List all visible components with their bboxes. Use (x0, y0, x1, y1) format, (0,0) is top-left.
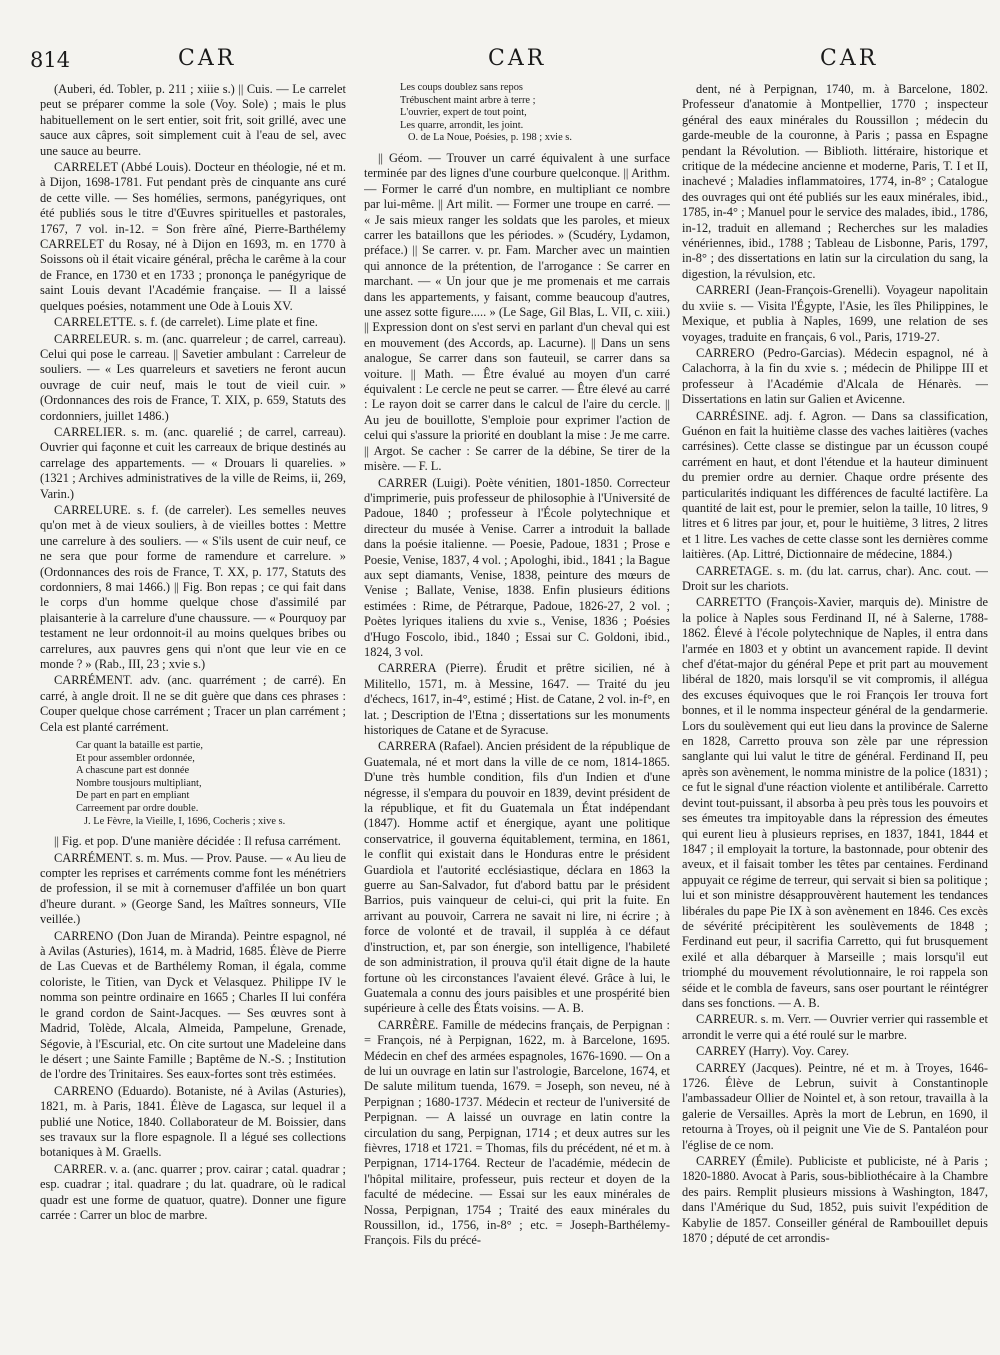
running-header (0, 46, 1000, 82)
column-center (364, 82, 670, 1344)
entry-carrement-noun: CARRÉMENT. s. m. Mus. — Prov. Pause. — « Au lieu de compter les reprises et carréments comme font les ménétriers de profession, il se mit à cornemuser d'affilée un bon quart d'heure durant. » (George Sand, les Maîtres sonneurs, VIIe veillée.) (40, 850, 346, 927)
verse-source: O. de La Noue, Poésies, p. 198 ; xvie s. (408, 132, 572, 144)
entry-carrere: CARRÈRE. Famille de médecins français, de Perpignan : = François, né à Perpignan, 1622, m. à Barcelone, 1695. Médecin en chef des armées espagnoles, 1676-1690. — On a de lui un ouvrage en latin sur l'astrologie, Barcelone, 1674, et De salute militum tuenda, 1679. = Joseph, son neveu, né à Perpignan ; 1680-1737. Médecin et recteur de l'université de Perpignan. — A laissé un ouvrage en latin contre la circulation du sang, Perpignan, 1714 ; et deux autres sur les fièvres, 1718 et 1721. = Thomas, fils du précédent, né et m. à Perpignan, 1714-1764. Recteur de l'académie, médecin de l'hôpital militaire, professeur, puis recteur et doyen de la faculté de médecine. — Essai sur les eaux minérales de Nossa, Perpignan, 1754 ; Traité des eaux minérales du Roussillon, id., 1756, in-8° ; etc. = Joseph-Barthélemy-François. Fils du précé- (364, 1017, 670, 1248)
entry-carretage: CARRETAGE. s. m. (du lat. carrus, char). Anc. cout. — Droit sur les chariots. (682, 563, 988, 593)
entry-carrement-adv: CARRÉMENT. adv. (anc. quarrément ; de carré). En carré, à angle droit. Il ne se dit guère que dans ces phrases : Couper quelque chose carrément ; Tracer un plan carrément ; Cela est planté carrément. (40, 673, 346, 734)
entry-carrer-verb: CARRER. v. a. (anc. quarrer ; prov. cairar ; catal. quadrar ; esp. cuadrar ; ital. quadrare ; du lat. quadrare, où le radical quadr est une forme de quatuor, quatre). Donner une figure carrée : Carrer un bloc de marbre. (40, 1161, 346, 1222)
verse-source: J. Le Fèvre, la Vieille, I, 1696, Cocheris ; xive s. (84, 815, 286, 827)
verse-line: Les quarre, arrondit, les joint. (400, 119, 524, 131)
entry-carrer-luigi: CARRER (Luigi). Poète vénitien, 1801-1850. Correcteur d'imprimerie, puis professeur de philosophie à l'Université de Padoue, 1840 ; professeur à l'École polytechnique et directeur du musée à Venise. Carrer a introduit la ballade dans la poésie italienne. — Poesie, Padoue, 1831 ; Prose e Poesie, Venise, 1837, 4 vol. ; Apologhi, ibid., 1841 ; la Bague aux sept diamants, Venise, 1838, peinture des mœurs de Venise ; Ballate, Venise, 1838. Enfin plusieurs éditions estimées : Rime, de Pétrarque, Padoue, 1826-27, 2 vol. ; Poètes lyriques italiens du xvie s., Venise, 1836 ; Poésies d'Hugo Foscolo, ibid., 1840 ; Essai sur C. Goldoni, ibid., 1824, 3 vol. (364, 475, 670, 659)
entry-carretto: CARRETTO (François-Xavier, marquis de). Ministre de la police à Naples sous Ferdinand II, né à Salerne, 1788-1862. Élevé à l'école polytechnique de Naples, il entra dans l'armée en 1803 et y obtint un avancement rapide. Il devint chef d'état-major du général Pepe et prit part au mouvement libéral de 1820, mais lorsqu'il se vit compromis, il allégua des excuses équivoques que le roi François Ier trouva fort bonnes, et il le nomma inspecteur général de la gendarmerie. Lors du soulèvement qui eut lieu dans la province de Salerne en 1828, Carretto prouva son zèle par une répression sanglante qui lui valut le titre de général. Ferdinand II, peu après son avènement, le nomma ministre de la police (1831) ; ce fut le signal d'une réaction violente et antilibérale. Carretto devint tout-puissant, il absorba à peu près tous les pouvoirs et ses émeutes tra impitoyable dans la répression des émeutes qui eurent lieu à plusieurs reprises, en 1837, 1841, 1844 et 1847 ; il employait la torture, la bastonnade, pour obtenir des aveux, et il faisait tomber les têtes par centaines. Ferdinand appuyait ce régime de terreur, qui servait si bien sa politique ; lui et son ministre désapprouvèrent hautement les tendances libérales du pape Pie IX à son avènement en 1846. Ces excès de sévérité précipitèrent les soulèvements de 1848 ; Ferdinand eut peur, il sacrifia Carretto, qui fut brusquement exilé et alla débarquer à Marseille ; mais lorsqu'il eut triomphé du mouvement révolutionnaire, le roi rappela son séide et le combla de faveurs, sans oser pourtant le réintégrer dans ses fonctions. — A. B. (682, 595, 988, 1010)
entry-carreur: CARREUR. s. m. Verr. — Ouvrier verrier qui rassemble et arrondit le verre qui a été roulé sur le marbre. (682, 1012, 988, 1042)
verse-line: L'ouvrier, expert de tout point, (400, 107, 527, 119)
entry-paragraph: || Fig. et pop. D'une manière décidée : Il refusa carrément. (54, 834, 341, 849)
entry-carrey-jacques: CARREY (Jacques). Peintre, né et m. à Troyes, 1646-1726. Élève de Lebrun, suivit à Constantinople l'ambassadeur Ollier de Nointel et, à son retour, travailla à la galerie de Versailles. Après la mort de Lebrun, en 1690, il retourna à Troyes, où il peignit une Vie de S. Pantaléon pour l'église de ce nom. (682, 1060, 988, 1152)
entry-carresine: CARRÉSINE. adj. f. Agron. — Dans sa classification, Guénon en fait la huitième classe des vaches laitières (vaches carrésines). Cette classe se distingue par un écusson coupé carrément en haut, et dont l'étendue et la hauteur diminuent du premier ordre au dernier. Chaque ordre présente des particularités indiquant les différences de faculté lactifère. La quantité de lait est, pour le premier, selon la taille, 10 litres, 9 litres et 6 litres par jour, et, pour le huitième, 3 litres, 2 litres et 1 litre. Les vaches de cette classe sont les dernières comme laitières. (Ap. Littré, Dictionnaire de médecine, 1884.) (682, 408, 988, 562)
entry-carrera-rafael: CARRERA (Rafael). Ancien président de la république de Guatemala, né et mort dans la ville de ce nom, 1814-1865. D'une très humble condition, fils d'un Indien et d'une négresse, il s'empara du pouvoir en 1839, devint président de la république, et fit du Guatemala un État indépendant (1847). Homme actif et énergique, ayant une politique conservatrice, il gouverna équitablement, termina, en 1861, le conflit qui existait dans le Honduras entre le président Guardiola et l'autorité ecclésiastique, déclara en 1863 la guerre au San-Salvador, fut d'abord battu par le président Barrios, puis vainqueur de celui-ci, qui prit la fuite. En arrivant au pouvoir, Carrera ne savait ni lire, ni écrire ; à force de volonté et de travail, il suppléa à ce défaut d'instruction, et, par son énergie, son intelligence, l'habileté de son administration, il prouva qu'il était digne de la haute fortune où les circonstances l'avaient élevé. Grâce à lui, le Guatemala a connu des jours paisibles et une prospérité bien supérieure à celle des États voisins. — A. B. (364, 739, 670, 1016)
entry-carreri: CARRERI (Jean-François-Grenelli). Voyageur napolitain du xviie s. — Visita l'Égypte, l'Asie, les îles Philippines, le Mexique, et publia à Naples, 1699, une relation de ses voyages, traduite en français, 6 vol., Paris, 1719-27. (682, 283, 988, 344)
entry-carrelure: CARRELURE. s. f. (de carreler). Les semelles neuves qu'on met à de vieux souliers, à de vieilles bottes : Mettre une carrelure à des souliers. — « S'ils usent de cuir neuf, ce ne sera que pour forme de ramendure et carrelure. » (Ordonnances des rois de France, T. XX, p. 177, Statuts des cordonniers, 8 mai 1466.) || Fig. Bon repas ; ce qui fait dans le corps d'un homme quelque chose d'assimilé par plaisanterie à la carrelure d'une chaussure. — « Pourquoy par testament ne leur ordonnoit-il au moins quelques bribes ou carrelures, aux pauvres gens qui n'ont que leur vie en ce monde ? » (Rab., III, 23 ; xvie s.) (40, 502, 346, 672)
verse-line: Trébuschent maint arbre à terre ; (400, 94, 536, 106)
entry-carrero: CARRERO (Pedro-Garcias). Médecin espagnol, né à Calachorra, à la fin du xvie s. ; médecin de Philippe III et professeur à l'Académie d'Alcala de Hénarès. — Dissertations en latin sur Galien et Avicenne. (682, 345, 988, 407)
verse-line: Carreement par ordre double. (76, 803, 199, 815)
entry-paragraph: || Géom. — Trouver un carré équivalent à une surface terminée par des lignes d'une courbure quelconque. || Arithm. — Former le carré d'un nombre, en multipliant ce nombre par lui-même. || Art milit. — Former une troupe en carré. — « Je sais mieux ranger les soldats que les paroles, et mieux carrer les bataillons que les périodes. » (Scudéry, Lydamon, préface.) || Se carrer. v. pr. Fam. Marcher avec un maintien qui annonce de la prétention, de l'arrogance : Se carrer en marchant. — « Un jour que je me promenais et me carrais dans les appartements, y faisant, comme beaucoup d'autres, une assez sotte figure..... » (Le Sage, Gil Blas, L. VII, c. xiii.) || Expression dont on s'est servi en parlant d'un cheval qui est en mouvement (des Accords, ap. Lacurne). || Dans un sens analogue, Se carrer dans son fauteuil, se carrer dans sa voiture. || Math. — Être évalué au moyen d'un carré équivalent : Le cercle ne peut se carrer. — Être élevé au carré : Le rayon doit se carrer dans le calcul de l'aire du cercle. || Au jeu de bouillotte, S'emploie pour exprimer l'action de celui qui s'assure la priorité en doublant la mise : Je me carre. || Argot. Se cacher : Se carrer de la débine, Se tirer de la misère. — F. L. (364, 150, 670, 474)
entry-paragraph: dent, né à Perpignan, 1740, m. à Barcelone, 1802. Professeur d'anatomie à Montpellier, 1770 ; inspecteur général des eaux minérales du Roussillon ; médecin du garde-meuble de la couronne, à Paris ; passa en Espagne pendant la Révolution. — Biblioth. littéraire, historique et critique de la médecine ancienne et moderne, Paris, T. I et II, inachevé ; Maladies inflammatoires, 1774, in-8° ; Catalogue des ouvrages qui ont été publiés sur les eaux minérales, ibid., 1785, in-4° ; Manuel pour le service des malades, ibid., 1786, in-12, traduit en allemand ; Recherches sur les maladies vénériennes, ibid., 1788 ; Tableau de Lisbonne, Paris, 1797, in-8° ; des dissertations en latin sur la circulation du sang, la digestion, la révulsion, etc. (682, 82, 988, 281)
verse-quote (364, 82, 670, 145)
page-number: 814 (30, 48, 71, 72)
entry-carreleur: CARRELEUR. s. m. (anc. quarreleur ; de carrel, carreau). Celui qui pose le carreau. || Savetier ambulant : Carreleur de souliers. — « Les quarreleurs et savetiers ne feront aucun ouvrage de cuir neuf, mais le tout de vieil cuir. » (Ordonnances des rois de France, T. XIX, p. 659, Statuts des cordonniers, juillet 1486.) (40, 331, 346, 423)
entry-carrey-harry: CARREY (Harry). Voy. Carey. (696, 1044, 850, 1059)
column-right (682, 82, 988, 1344)
verse-line: Et pour assembler ordonnée, (76, 752, 195, 764)
entry-carrelier: CARRELIER. s. m. (anc. quarelié ; de carrel, carreau). Ouvrier qui façonne et cuit les carreaux de brique destinés au carrelage des appartements. — « Drouars li quarelies. » (1321 ; Archives administratives de la ville de Reims, ii, 269, Varin.) (40, 424, 346, 501)
verse-line: Car quant la bataille est partie, (76, 740, 203, 752)
verse-quote (40, 740, 346, 828)
verse-line: Nombre tousjours multipliant, (76, 777, 202, 789)
verse-line: A chascune part est donnée (76, 765, 190, 777)
entry-carreno-eduardo: CARRENO (Eduardo). Botaniste, né à Avilas (Asturies), 1821, m. à Paris, 1841. Élève de Lagasca, sur lequel il a publié une Notice, 1840. Collaborateur de M. Boissier, dans ses travaux sur la flore espagnole. Il a légué ses collections botaniques à M. Graells. (40, 1083, 346, 1160)
column-left (40, 82, 346, 1344)
entry-carrera-pierre: CARRERA (Pierre). Érudit et prêtre sicilien, né à Militello, 1571, m. à Messine, 1647. — Traité du jeu d'échecs, 1617, in-4°, estimé ; Hist. de Catane, 2 vol. in-f°, en lat. ; Description de l'Etna ; dissertations sur les monuments historiques de Catane et de Syracuse. (364, 661, 670, 737)
entry-carrelet: CARRELET (Abbé Louis). Docteur en théologie, né et m. à Dijon, 1698-1781. Fut pendant près de cinquante ans curé de cette ville. — Ses homélies, sermons, panégyriques, ont été publiés sous le titre d'Œuvres spirituelles et pastorales, 1767, 7 vol. in-12. = Son frère aîné, Pierre-Barthélemy CARRELET du Rosay, né à Dijon en 1693, m. en 1770 à Soissons où il était vicaire général, prêcha le carême à la cour de France, en 1730 et en 1733 ; prononça le panégyrique de saint Louis devant l'Académie française. — Il a laissé quelques poésies, notamment une Ode à Louis XV. (40, 160, 346, 313)
entry-carrey-emile: CARREY (Émile). Publiciste et publiciste, né à Paris ; 1820-1880. Avocat à Paris, sous-bibliothécaire à la Chambre des pairs. Remplit plusieurs missions à Washington, 1847, dans l'Amérique du Sud, 1852, puis suivit l'expédition de Kabylie de 1857. Conseiller général de Rambouillet depuis 1870 ; député de cet arrondis- (682, 1154, 988, 1246)
entry-carrelette: CARRELETTE. s. f. (de carrelet). Lime plate et fine. (54, 315, 318, 330)
entry-carreno-juan: CARRENO (Don Juan de Miranda). Peintre espagnol, né à Avilas (Asturies), 1614, m. à Madrid, 1685. Élève de Pierre de Las Cuevas et de Barthélemy Roman, il égala, comme coloriste, le Titien, van Dyck et Velasquez. Philippe IV le nomma son peintre ordinaire en 1665 ; Charles II lui conféra le grand cordon de Saint-Jacques. — Ses œuvres sont à Madrid, Tolède, Alcala, Almeida, Pampelune, Grenade, Ségovie, à l'Escurial, etc. On cite surtout une Madeleine dans le désert ; une Sainte Famille ; Baptême de N.-S. ; Institution de l'ordre des Trinitaires. Ses eaux-fortes sont très estimées. (40, 928, 346, 1082)
entry-paragraph: (Auberi, éd. Tobler, p. 211 ; xiiie s.) || Cuis. — Le carrelet peut se préparer comme la sole (Voy. Sole) ; mais le plus habituellement on le sert entier, soit frit, soit grillé, avec une sauce aux câpres, soit simplement cuit à l'eau de sel, avec une sauce au beurre. (40, 82, 346, 158)
verse-line: Les coups doublez sans repos (400, 82, 523, 93)
running-head-right: CAR (820, 46, 879, 71)
running-head-center: CAR (488, 46, 547, 71)
running-head-left: CAR (178, 46, 237, 71)
verse-line: De part en part en empliant (76, 790, 190, 802)
